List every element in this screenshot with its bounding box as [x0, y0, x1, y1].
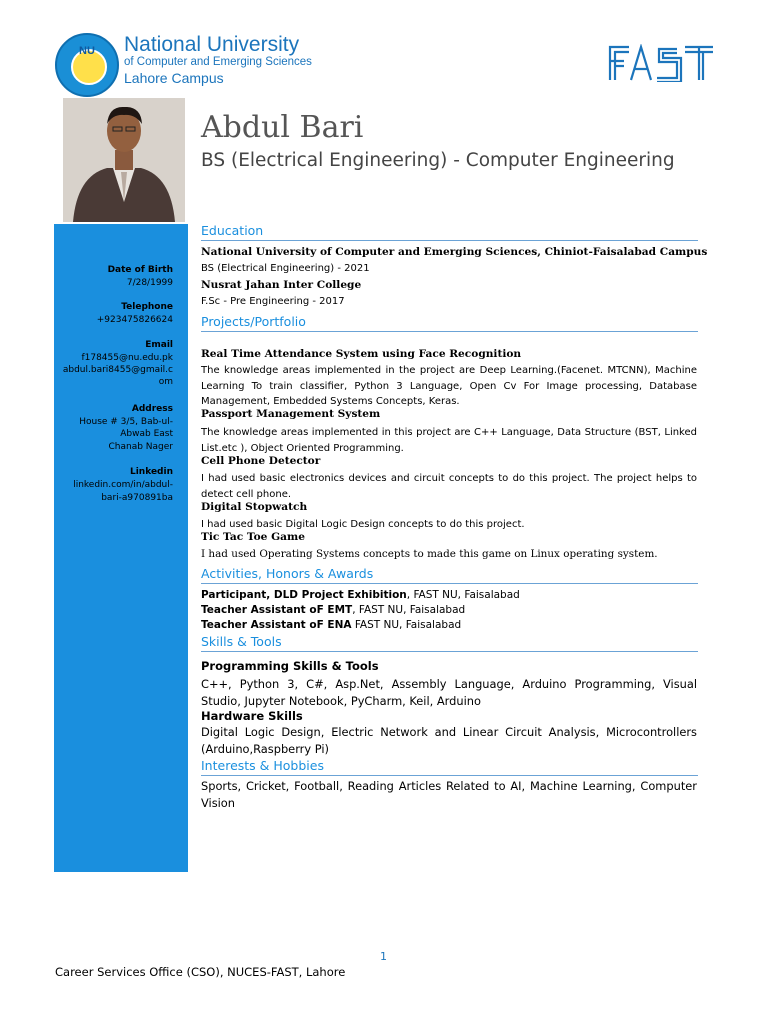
candidate-name: Abdul Bari	[201, 110, 364, 145]
address-label: Address	[131, 404, 173, 414]
footer-text: Career Services Office (CSO), NUCES-FAST, Lahore	[55, 965, 346, 979]
project-desc-4: I had used basic Digital Logic Design concepts to do this project.	[201, 519, 525, 530]
dob-label: Date of Birth	[107, 265, 173, 275]
dob-value: 7/28/1999	[126, 278, 173, 288]
email-value-2-wrap[interactable]: om	[158, 377, 173, 387]
contact-sidebar	[54, 224, 188, 872]
project-desc-5: I had used Operating Systems concepts to made this game on Linux operating system.	[201, 548, 658, 560]
campus-name: Lahore Campus	[124, 70, 224, 86]
telephone-value: +923475826624	[96, 315, 173, 325]
email-label: Email	[145, 340, 173, 350]
activity-item-1	[201, 589, 520, 601]
skills-programming-list: C++, Python 3, C#, Asp.Net, Assembly Language, Arduino Programming, Visual Studio, Jupyter Notebook, PyCharm, Keil, Arduino	[201, 677, 697, 708]
project-title-3: Cell Phone Detector	[201, 455, 321, 467]
email-value-1[interactable]: f178455@nu.edu.pk	[81, 353, 173, 363]
project-title-5: Tic Tac Toe Game	[201, 531, 305, 543]
activity-item-2	[201, 604, 465, 616]
skills-hardware-list: Digital Logic Design, Electric Network and Linear Circuit Analysis, Microcontrollers (Arduino,Raspberry Pi)	[201, 725, 697, 756]
linkedin-label: Linkedin	[129, 467, 173, 477]
person-photo-icon	[63, 98, 185, 222]
activity-item-1-role: Participant, DLD Project Exhibition	[201, 589, 407, 601]
education-degree-2: F.Sc - Pre Engineering - 2017	[201, 296, 345, 307]
address-line-3: Chanab Nager	[108, 442, 173, 452]
education-institution-1: National University of Computer and Emerging Sciences, Chiniot-Faisalabad Campus	[201, 246, 708, 258]
address-line-2: Abwab East	[120, 429, 173, 439]
project-desc-1: The knowledge areas implemented in the project are Deep Learning.(Facenet. MTCNN), Machine Learning To train classifier, Python 3 Language, Open Cv For Image processing, Database Management, Embedded Systems Concepts, Keras.	[201, 365, 697, 407]
activity-item-3-org: FAST NU, Faisalabad	[351, 619, 462, 631]
email-value-2[interactable]: abdul.bari8455@gmail.c	[62, 365, 173, 375]
address-line-1: House # 3/5, Bab-ul-	[79, 417, 173, 427]
skills-programming-title: Programming Skills & Tools	[201, 659, 379, 673]
profile-photo	[63, 98, 185, 222]
linkedin-value-1[interactable]: linkedin.com/in/abdul-	[73, 480, 173, 490]
section-title-activities: Activities, Honors & Awards	[201, 566, 698, 584]
activity-item-3-role: Teacher Assistant oF ENA	[201, 619, 352, 631]
education-degree-1: BS (Electrical Engineering) - 2021	[201, 263, 370, 274]
activity-item-3	[201, 619, 461, 631]
fast-logo-icon	[607, 44, 715, 82]
candidate-degree: BS (Electrical Engineering) - Computer Engineering	[201, 150, 675, 171]
skills-hardware-title: Hardware Skills	[201, 709, 303, 723]
telephone-label: Telephone	[121, 302, 173, 312]
project-title-1: Real Time Attendance System using Face Recognition	[201, 348, 522, 360]
education-institution-2: Nusrat Jahan Inter College	[201, 279, 362, 291]
project-title-2: Passport Management System	[201, 408, 381, 420]
activity-item-2-role: Teacher Assistant oF EMT	[201, 604, 353, 616]
project-desc-3: I had used basic electronics devices and circuit concepts to do this project. The project helps to detect cell phone.	[201, 473, 697, 500]
section-title-skills: Skills & Tools	[201, 634, 698, 652]
university-name: National University	[124, 33, 300, 56]
seal-logo-text: NU	[79, 45, 95, 57]
page-number: 1	[380, 950, 387, 963]
section-title-interests: Interests & Hobbies	[201, 758, 698, 776]
activity-item-1-org: , FAST NU, Faisalabad	[406, 589, 520, 601]
project-title-4: Digital Stopwatch	[201, 501, 308, 513]
section-title-education: Education	[201, 223, 698, 241]
activity-item-2-org: , FAST NU, Faisalabad	[352, 604, 466, 616]
interests-list: Sports, Cricket, Football, Reading Articles Related to AI, Machine Learning, Computer Vision	[201, 779, 697, 810]
project-desc-2: The knowledge areas implemented in this project are C++ Language, Data Structure (BST, Linked List.etc ), Object Oriented Programming.	[201, 427, 697, 454]
linkedin-value-2[interactable]: bari-a970891ba	[101, 493, 173, 503]
university-seal-logo	[55, 33, 119, 97]
section-title-projects: Projects/Portfolio	[201, 314, 698, 332]
university-subtitle: of Computer and Emerging Sciences	[124, 56, 312, 68]
